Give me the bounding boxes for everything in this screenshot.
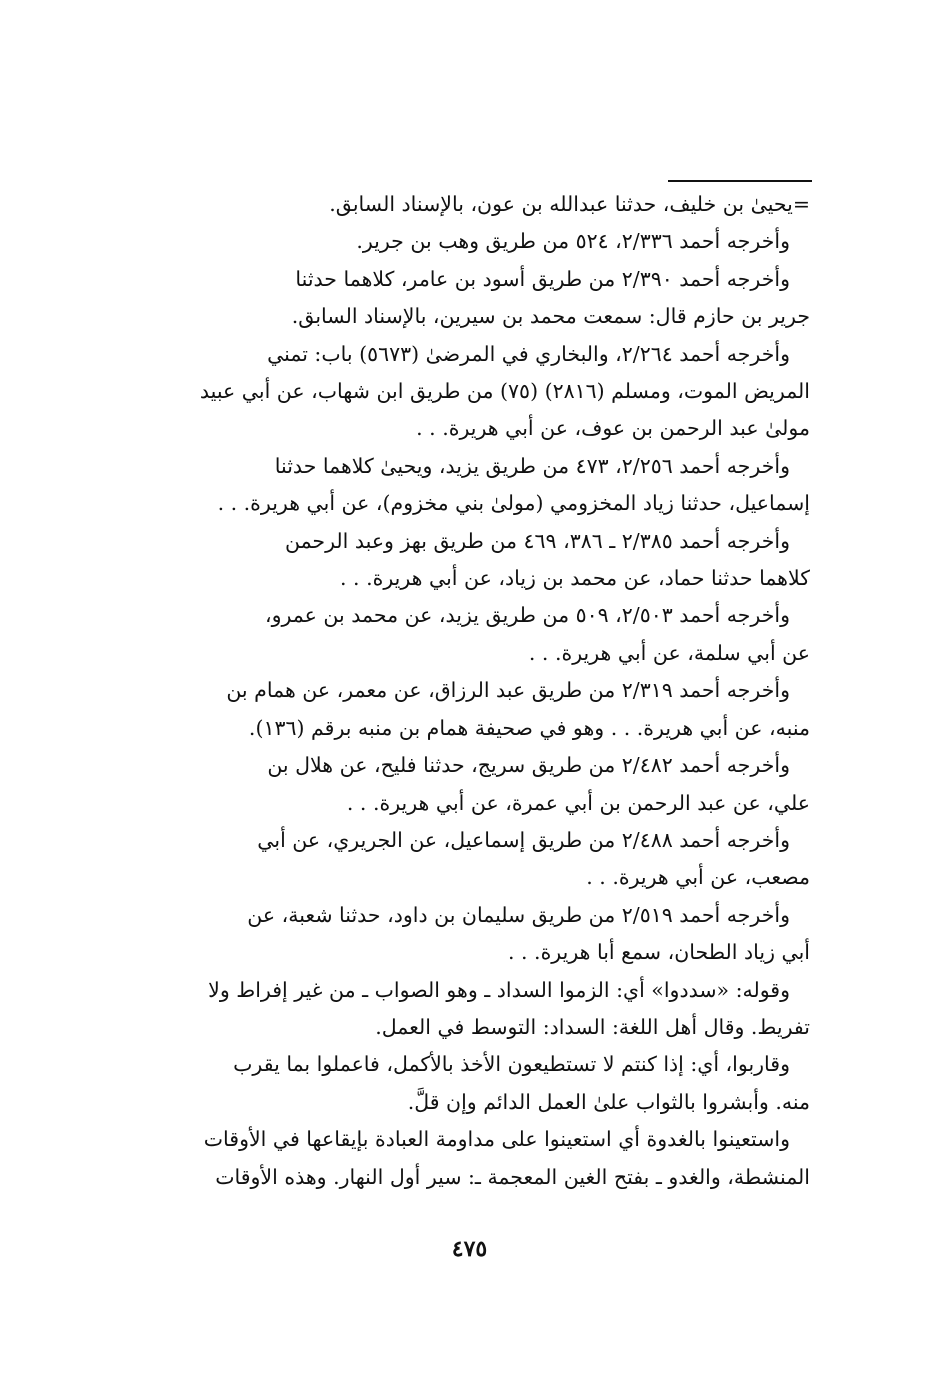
- text-line: وأخرجه أحمد ٢/٤٨٨ من طريق إسماعيل، عن الجريري، عن أبي: [257, 827, 790, 852]
- text-line: المنشطة، والغدو ـ بفتح الغين المعجمة ـ: سير أول النهار. وهذه الأوقات: [215, 1164, 810, 1189]
- text-line: وأخرجه أحمد ٢/٢٥٦، ٤٧٣ من طريق يزيد، ويحيىٰ كلاهما حدثنا: [274, 453, 790, 478]
- text-line: وقوله: «سددوا» أي: الزموا السداد ـ وهو الصواب ـ من غير إفراط ولا: [208, 977, 790, 1002]
- page-number: ٤٧٥: [451, 1236, 488, 1262]
- text-line: منه. وأبشروا بالثواب علىٰ العمل الدائم وإن قلَّ.: [407, 1089, 810, 1114]
- text-line: وأخرجه أحمد ٢/٣٣٦، ٥٢٤ من طريق وهب بن جرير.: [356, 229, 790, 254]
- text-line: وأخرجه أحمد ٢/٣٩٠ من طريق أسود بن عامر، كلاهما حدثنا: [295, 266, 790, 291]
- text-line: وأخرجه أحمد ٢/٥١٩ من طريق سليمان بن داود، حدثنا شعبة، عن: [247, 902, 790, 927]
- text-line: مولىٰ عبد الرحمن بن عوف، عن أبي هريرة. . .: [416, 416, 810, 441]
- footnote-text-block: [102, 186, 810, 1196]
- text-line: واستعينوا بالغدوة أي استعينوا على مداومة العبادة بإيقاعها في الأوقات: [203, 1127, 790, 1152]
- text-line: وأخرجه أحمد ٢/٥٠٣، ٥٠٩ من طريق يزيد، عن محمد بن عمرو،: [264, 603, 790, 628]
- text-line: كلاهما حدثنا حماد، عن محمد بن زياد، عن أبي هريرة. . .: [340, 566, 810, 591]
- text-line: =يحيىٰ بن خليف، حدثنا عبدالله بن عون، بالإسناد السابق.: [329, 192, 810, 216]
- text-line: جرير بن حازم قال: سمعت محمد بن سيرين، بالإسناد السابق.: [291, 304, 810, 329]
- text-line: وأخرجه أحمد ٢/٣٨٥ ـ ٣٨٦، ٤٦٩ من طريق بهز وعبد الرحمن: [284, 528, 790, 553]
- text-line: وأخرجه أحمد ٢/٣١٩ من طريق عبد الرزاق، عن معمر، عن همام بن: [226, 678, 790, 703]
- text-line: تفريط. وقال أهل اللغة: السداد: التوسط في العمل.: [375, 1014, 810, 1039]
- text-line: منبه، عن أبي هريرة. . . وهو في صحيفة همام بن منبه برقم (١٣٦).: [248, 715, 810, 740]
- text-line: أبي زياد الطحان، سمع أبا هريرة. . .: [507, 940, 810, 965]
- text-line: وأخرجه أحمد ٢/٢٦٤، والبخاري في المرضىٰ (٥٦٧٣) باب: تمني: [267, 341, 790, 366]
- text-line: مصعب، عن أبي هريرة. . .: [586, 865, 810, 890]
- text-line: عن أبي سلمة، عن أبي هريرة. . .: [528, 640, 810, 665]
- text-line: وقاربوا، أي: إذا كنتم لا تستطيعون الأخذ بالأكمل، فاعملوا بما يقرب: [233, 1052, 790, 1077]
- footnote-separator-rule: [668, 180, 812, 182]
- text-line: المريض الموت، ومسلم (٢٨١٦) (٧٥) من طريق ابن شهاب، عن أبي عبيد: [199, 379, 810, 404]
- text-line: علي، عن عبد الرحمن بن أبي عمرة، عن أبي هريرة. . .: [346, 790, 810, 815]
- text-line: إسماعيل، حدثنا زياد المخزومي (مولىٰ بني مخزوم)، عن أبي هريرة. . .: [217, 491, 810, 516]
- text-line: وأخرجه أحمد ٢/٤٨٢ من طريق سريج، حدثنا فليح، عن هلال بن: [267, 753, 790, 778]
